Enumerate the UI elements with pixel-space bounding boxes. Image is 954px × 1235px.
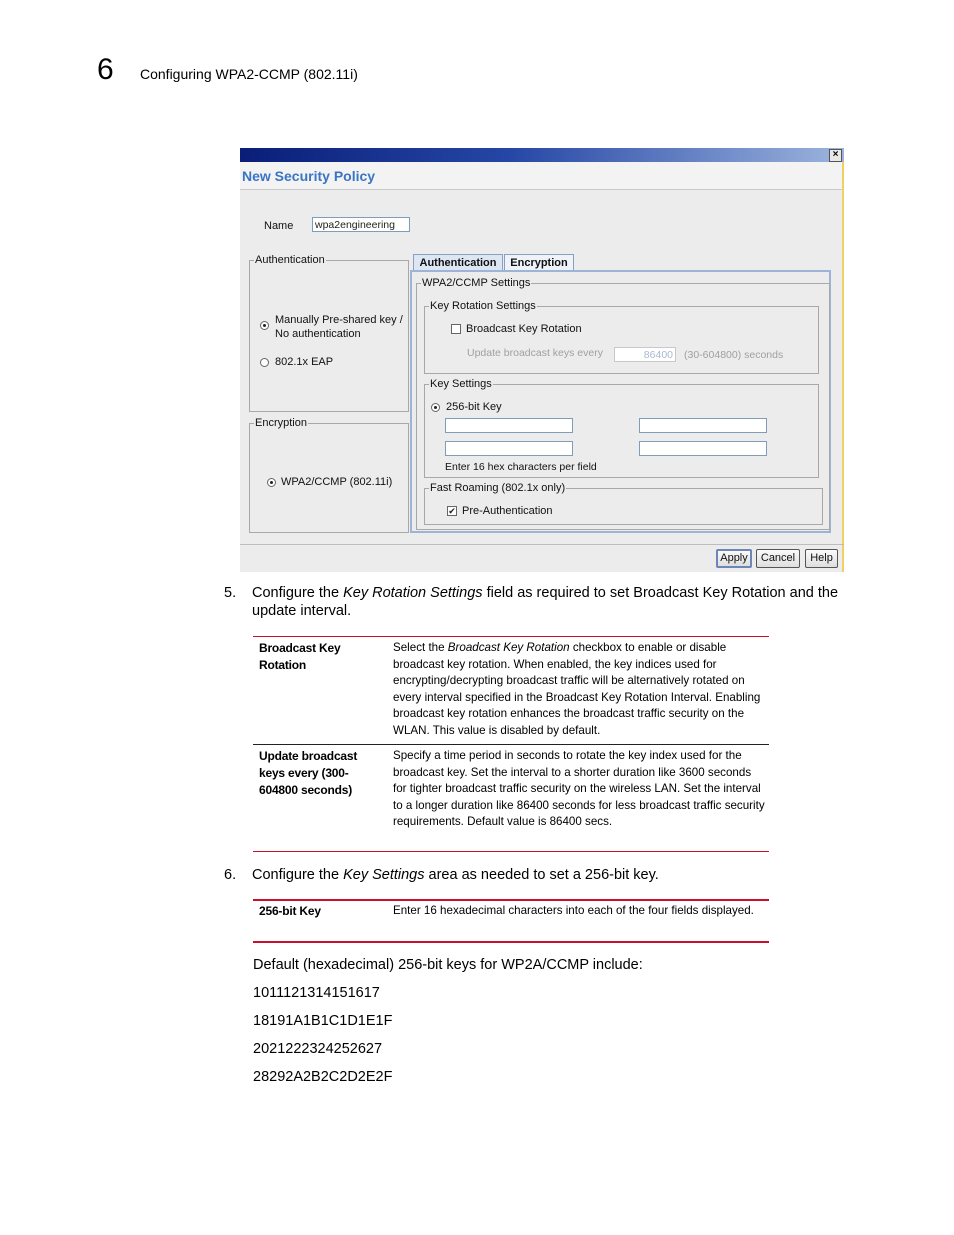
step-5-text-b: field as required to set Broadcast Key Rotation and the [482,585,839,601]
step-5-text-italic: Key Rotation Settings [343,585,483,601]
step-5-number: 5. [224,585,237,601]
preshared-key-line2: No authentication [275,328,361,340]
name-input[interactable]: wpa2engineering [312,217,410,232]
step-5-text-a: Configure the [252,585,344,601]
radio-wpa2-ccmp[interactable] [267,478,276,487]
def-update-broadcast-keys: Specify a time period in seconds to rotate the key index used for the broadcast key. Set the interval to a shorter duration like 3600 seconds for tighter broadcast traffic security on the wireless LAN. Set the interval to a longer duration like 86400 seconds for less broadcast traffic security requirements. Default value is 86400 secs. [393,749,765,828]
key-rotation-title: Key Rotation Settings [430,300,536,312]
key-field-2[interactable] [639,418,767,433]
update-keys-input[interactable]: 86400 [614,347,676,362]
default-key-2: 18191A1B1C1D1E1F [253,1013,393,1029]
step-5-text [252,584,852,620]
dialog-footer-separator [240,544,844,545]
def-1-italic: Broadcast Key Rotation [447,641,570,654]
broadcast-key-rotation-label: Broadcast Key Rotation [466,323,582,335]
table-row-divider [253,744,769,745]
term-256-bit-key: 256-bit Key [259,904,321,918]
step-6-text-a: Configure the [252,867,344,883]
term-update-broadcast-keys: Update broadcast keys every (300-604800 seconds) [259,749,358,797]
key-settings-table [253,899,769,945]
security-policy-dialog [240,148,844,572]
key-rotation-group [424,300,819,374]
dialog-right-edge [842,162,844,572]
radio-8021x-eap[interactable] [260,358,269,367]
chapter-title: Configuring WPA2-CCMP (802.11i) [140,66,358,82]
step-5-text-c: update interval. [252,603,352,619]
preshared-key-line1: Manually Pre-shared key / [275,314,403,326]
wpa2-settings-title: WPA2/CCMP Settings [422,277,531,289]
tab-encryption[interactable]: Encryption [504,254,574,272]
def-broadcast-key-rotation [393,640,765,739]
key-field-1[interactable] [445,418,573,433]
default-key-1: 1011121314151617 [253,985,380,1001]
key-settings-title: Key Settings [430,378,492,390]
fast-roaming-title: Fast Roaming (802.1x only) [430,482,566,494]
encryption-group-title: Encryption [255,417,307,429]
pre-authentication-checkbox[interactable]: ✔ [448,506,456,516]
def-256-bit-key: Enter 16 hexadecimal characters into each of the four fields displayed. [393,904,754,917]
def-1-a: Select the [393,641,448,654]
cancel-button[interactable]: Cancel [756,549,800,568]
radio-preshared-key[interactable] [260,321,269,330]
dialog-titlebar [240,148,844,162]
authentication-group-title: Authentication [255,254,325,266]
name-label: Name [264,220,294,232]
step-6-text-italic: Key Settings [343,867,425,883]
tab-authentication[interactable]: Authentication [413,254,503,272]
table-bottom-rule [253,941,769,943]
default-key-4: 28292A2B2C2D2E2F [253,1069,393,1085]
close-icon[interactable]: × [829,149,842,162]
chapter-number: 6 [97,53,114,86]
key-field-3[interactable] [445,441,573,456]
table-top-rule [253,899,769,901]
table-bottom-rule [253,851,769,852]
update-keys-range: (30-604800) seconds [684,349,784,361]
key-field-4[interactable] [639,441,767,456]
step-6-text-b: area as needed to set a 256-bit key. [424,867,659,883]
step-6-number: 6. [224,867,237,883]
hex-hint: Enter 16 hex characters per field [445,461,597,473]
eap-label: 802.1x EAP [275,356,334,368]
default-key-3: 2021222324252627 [253,1041,383,1057]
help-button[interactable]: Help [805,549,838,568]
dialog-title: New Security Policy [242,168,376,184]
radio-256-bit-key[interactable] [431,403,440,412]
key-256-label: 256-bit Key [446,401,502,413]
def-1-b: checkbox to enable or disable broadcast key rotation. When enabled, the key indices used for encrypting/decrypting broadcast traffic will be alternatively rotated on every interval specified in the Broadcast Key Rotation Interval. Enabling broadcast key rotation enhances the broadcast traffic security on the WLAN. This value is disabled by default. [393,641,761,737]
key-rotation-table [253,636,769,854]
apply-button[interactable]: Apply [716,549,752,568]
wpa2-ccmp-label: WPA2/CCMP (802.11i) [281,476,393,488]
table-top-rule [253,636,769,637]
preshared-key-label [275,313,403,341]
term-broadcast-key-rotation: Broadcast Key Rotation [259,641,341,672]
update-keys-label: Update broadcast keys every [467,347,603,359]
default-keys-intro: Default (hexadecimal) 256-bit keys for WP2A/CCMP include: [253,957,643,973]
step-6-text [252,866,659,884]
dialog-heading [240,162,842,190]
broadcast-key-rotation-checkbox[interactable] [451,324,461,334]
pre-authentication-label: Pre-Authentication [462,505,553,517]
